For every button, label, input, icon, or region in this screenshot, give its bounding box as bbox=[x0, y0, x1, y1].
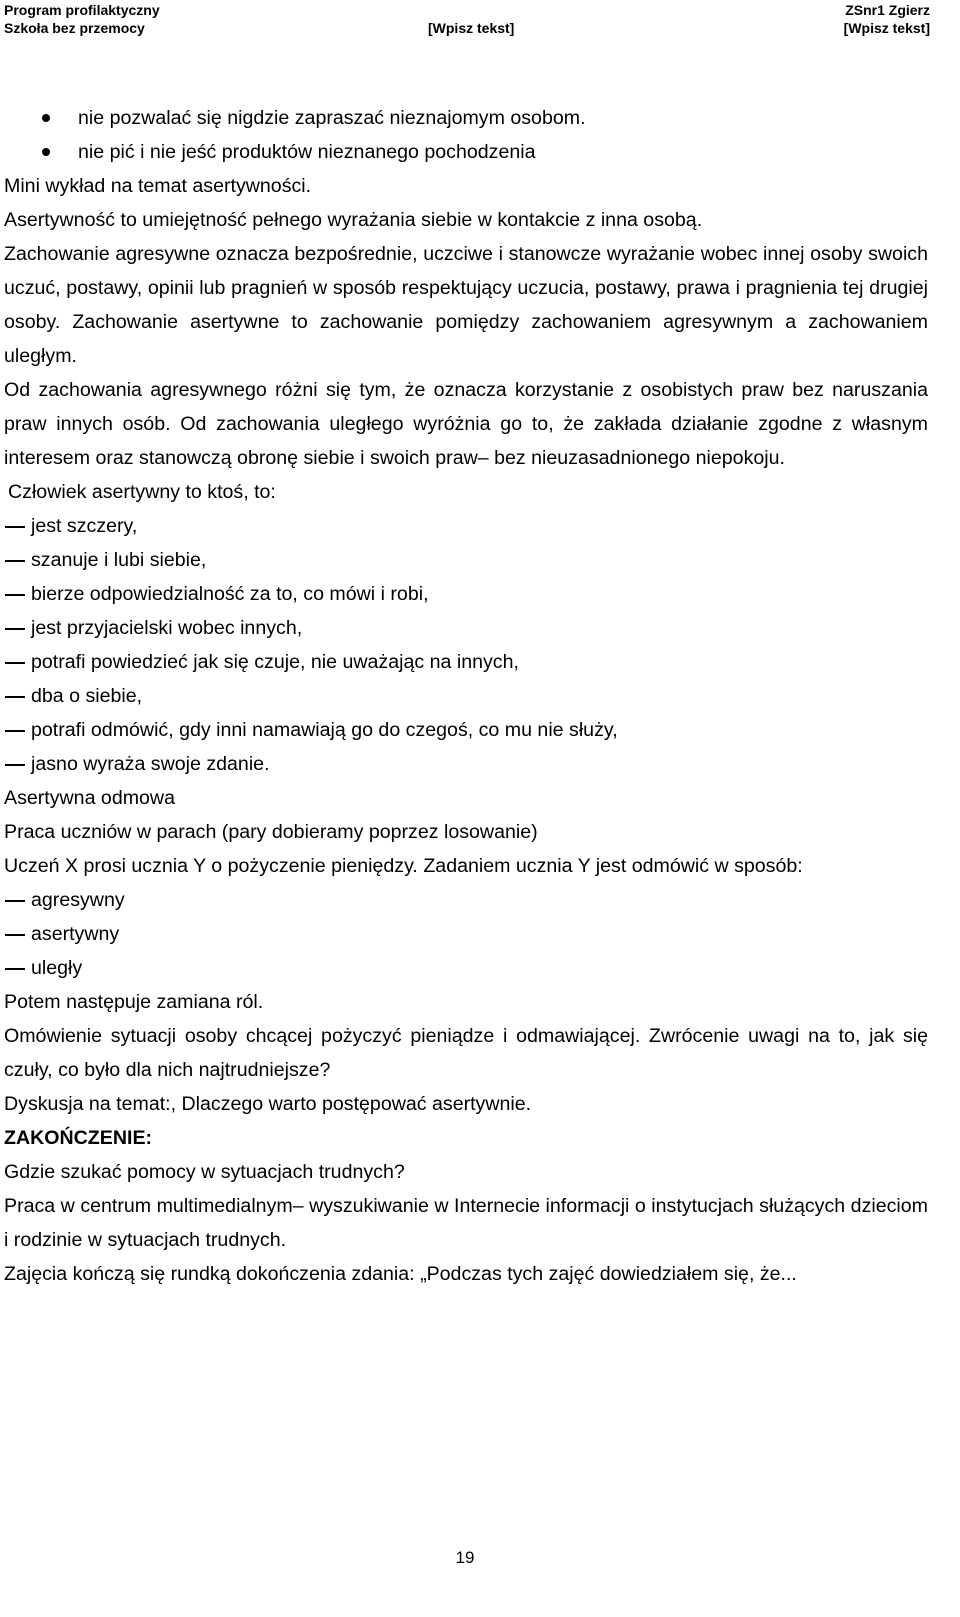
paragraph-assertiveness-definition: Asertywność to umiejętność pełnego wyrażania siebie w kontakcie z inna osobą. bbox=[4, 209, 703, 231]
refusal-style-item: uległy bbox=[4, 951, 928, 985]
trait-list-item: dba o siebie, bbox=[4, 679, 928, 713]
trait-list-item: szanuje i lubi siebie, bbox=[4, 543, 928, 577]
paragraph-discussion-topic: Dyskusja na temat:, Dlaczego warto postępować asertywnie. bbox=[4, 1093, 532, 1115]
header-program-title: Program profilaktyczny bbox=[4, 2, 160, 18]
paragraph-pair-work: Praca uczniów w parach (pary dobieramy poprzez losowanie) bbox=[4, 821, 538, 843]
document-body bbox=[4, 101, 928, 1291]
trait-list-item: potrafi powiedzieć jak się czuje, nie uważając na innych, bbox=[4, 645, 928, 679]
page-number: 19 bbox=[455, 1548, 475, 1567]
paragraph-discussion-of-situation: Omówienie sytuacji osoby chcącej pożyczyć pieniądze i odmawiającej. Zwrócenie uwagi na to, jak się czuły, co było dla nich najtrudniejsze? bbox=[4, 1025, 928, 1081]
bullet-item: nie pić i nie jeść produktów nieznanego pochodzenia bbox=[4, 135, 928, 169]
paragraph-multimedia-centre: Praca w centrum multimedialnym– wyszukiwanie w Internecie informacji o instytucjach służących dzieciom i rodzinie w sytuacjach trudnych. bbox=[4, 1195, 928, 1251]
refusal-style-item: asertywny bbox=[4, 917, 928, 951]
header-placeholder-center: [Wpisz tekst] bbox=[428, 20, 515, 36]
header-placeholder-right: [Wpisz tekst] bbox=[843, 20, 930, 36]
trait-list-item: potrafi odmówić, gdy inni namawiają go do czegoś, co mu nie służy, bbox=[4, 713, 928, 747]
trait-list-item: jasno wyraża swoje zdanie. bbox=[4, 747, 928, 781]
trait-list-item: bierze odpowiedzialność za to, co mówi i robi, bbox=[4, 577, 928, 611]
paragraph-mini-lecture: Mini wykład na temat asertywności. bbox=[4, 175, 312, 197]
heading-conclusion: ZAKOŃCZENIE: bbox=[4, 1127, 153, 1149]
bullet-item: nie pozwalać się nigdzie zapraszać nieznajomym osobom. bbox=[4, 101, 928, 135]
paragraph-where-to-find-help: Gdzie szukać pomocy w sytuacjach trudnych? bbox=[4, 1161, 405, 1183]
paragraph-student-task: Uczeń X prosi ucznia Y o pożyczenie pieniędzy. Zadaniem ucznia Y jest odmówić w sposób: bbox=[4, 855, 803, 877]
paragraph-role-swap: Potem następuje zamiana ról. bbox=[4, 991, 264, 1013]
header-program-subtitle: Szkoła bez przemocy bbox=[4, 20, 145, 36]
paragraph-assertive-person: Człowiek asertywny to ktoś, to: bbox=[8, 481, 276, 503]
trait-list-item: jest przyjacielski wobec innych, bbox=[4, 611, 928, 645]
trait-list-item: jest szczery, bbox=[4, 509, 928, 543]
paragraph-closing-round: Zajęcia kończą się rundką dokończenia zdania: „Podczas tych zajęć dowiedziałem się, że... bbox=[4, 1263, 797, 1285]
header-school-name: ZSnr1 Zgierz bbox=[845, 2, 930, 18]
refusal-style-item: agresywny bbox=[4, 883, 928, 917]
paragraph-assertive-refusal: Asertywna odmowa bbox=[4, 787, 175, 809]
paragraph-aggressive-behaviour: Zachowanie agresywne oznacza bezpośrednie, uczciwe i stanowcze wyrażanie wobec innej osoby swoich uczuć, postawy, opinii lub pragnień w sposób respektujący uczucia, postawy, prawa i pragnienia tej drugiej osoby. Zachowanie asertywne to zachowanie pomiędzy zachowaniem agresywnym a zachowaniem uległym. bbox=[4, 243, 928, 367]
paragraph-behaviour-difference: Od zachowania agresywnego różni się tym, że oznacza korzystanie z osobistych praw bez naruszania praw innych osób. Od zachowania uległego wyróżnia go to, że zakłada działanie zgodne z własnym interesem oraz stanowczą obronę siebie i swoich praw– bez nieuzasadnionego niepokoju. bbox=[4, 379, 928, 469]
